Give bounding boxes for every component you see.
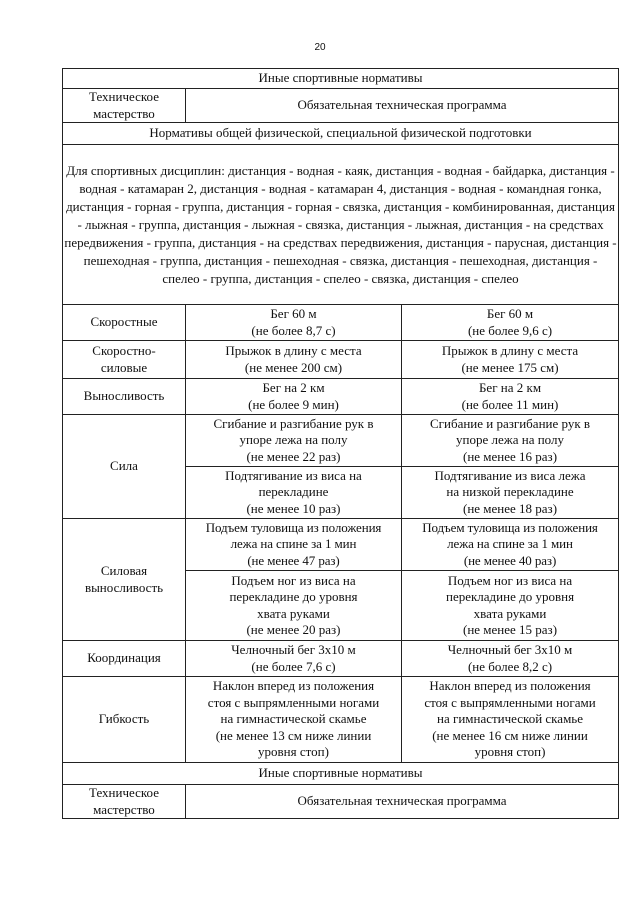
strength-row-pushups xyxy=(63,415,619,467)
coordination-label: Координация xyxy=(63,641,186,677)
speed-strength-norm-right: Прыжок в длину с места (не менее 175 см) xyxy=(402,341,619,379)
situps-norm-left: Подъем туловища из положения лежа на спине за 1 мин (не менее 47 раз) xyxy=(186,519,402,571)
speed-label: Скоростные xyxy=(63,305,186,341)
legraise-norm-right: Подъем ног из виса на перекладине до уровня хвата руками (не менее 15 раз) xyxy=(402,571,619,641)
endurance-norm-left: Бег на 2 км (не более 9 мин) xyxy=(186,379,402,415)
speed-norm-right: Бег 60 м (не более 9,6 с) xyxy=(402,305,619,341)
shuttle-run-norm-right: Челночный бег 3x10 м (не более 8,2 с) xyxy=(402,641,619,677)
legraise-norm-left: Подъем ног из виса на перекладине до уровня хвата руками (не менее 20 раз) xyxy=(186,571,402,641)
strength-label: Сила xyxy=(63,415,186,519)
endurance-norm-right: Бег на 2 км (не более 11 мин) xyxy=(402,379,619,415)
section-header-cell-2: Иные спортивные нормативы xyxy=(63,763,619,785)
pullups-norm-right: Подтягивание из виса лежа на низкой перекладине (не менее 18 раз) xyxy=(402,467,619,519)
strength-endurance-row-situps xyxy=(63,519,619,571)
section-header-row xyxy=(63,69,619,89)
shuttle-run-norm-left: Челночный бег 3x10 м (не более 7,6 с) xyxy=(186,641,402,677)
speed-norm-left: Бег 60 м (не более 8,7 с) xyxy=(186,305,402,341)
technical-mastery-label-2: Техническое мастерство xyxy=(63,785,186,819)
page-number: 20 xyxy=(314,42,326,53)
section-header-row-2 xyxy=(63,763,619,785)
bend-forward-norm-left: Наклон вперед из положения стоя с выпрямленными ногами на гимнастической скамье (не менее 13 см ниже линии уровня стоп) xyxy=(186,677,402,763)
endurance-row xyxy=(63,379,619,415)
speed-row xyxy=(63,305,619,341)
pushups-norm-right: Сгибание и разгибание рук в упоре лежа на полу (не менее 16 раз) xyxy=(402,415,619,467)
speed-strength-row xyxy=(63,341,619,379)
technical-mastery-label: Техническое мастерство xyxy=(63,89,186,123)
norms-header-row xyxy=(63,123,619,145)
endurance-label: Выносливость xyxy=(63,379,186,415)
situps-norm-right: Подъем туловища из положения лежа на спине за 1 мин (не менее 40 раз) xyxy=(402,519,619,571)
coordination-row xyxy=(63,641,619,677)
technical-mastery-row xyxy=(63,89,619,123)
disciplines-cell: Для спортивных дисциплин: дистанция - водная - каяк, дистанция - водная - байдарка, дистанция - водная - катамаран 2, дистанция - водная - катамаран 4, дистанция - водная - командная гонка, дистанция - горная - группа, дистанция - горная - связка, дистанция - комбинированная, дистанция - лыжная - группа, дистанция - лыжная - связка, дистанция - лыжная, дистанция - на средствах передвижения - группа, дистанция - на средствах передвижения, дистанция - парусная, дистанция - пешеходная - группа, дистанция - пешеходная - связка, дистанция - пешеходная, дистанция - спелео - группа, дистанция - спелео - связка, дистанция - спелео xyxy=(63,145,619,305)
bend-forward-norm-right: Наклон вперед из положения стоя с выпрямленными ногами на гимнастической скамье (не менее 16 см ниже линии уровня стоп) xyxy=(402,677,619,763)
strength-endurance-label: Силовая выносливость xyxy=(63,519,186,641)
speed-strength-norm-left: Прыжок в длину с места (не менее 200 см) xyxy=(186,341,402,379)
technical-program-cell: Обязательная техническая программа xyxy=(186,89,619,123)
standards-table xyxy=(62,68,619,819)
disciplines-row xyxy=(63,145,619,305)
pullups-norm-left: Подтягивание из виса на перекладине (не менее 10 раз) xyxy=(186,467,402,519)
speed-strength-label: Скоростно- силовые xyxy=(63,341,186,379)
norms-header-cell: Нормативы общей физической, специальной физической подготовки xyxy=(63,123,619,145)
flexibility-label: Гибкость xyxy=(63,677,186,763)
technical-program-cell-2: Обязательная техническая программа xyxy=(186,785,619,819)
section-header-cell: Иные спортивные нормативы xyxy=(63,69,619,89)
technical-mastery-row-2 xyxy=(63,785,619,819)
pushups-norm-left: Сгибание и разгибание рук в упоре лежа на полу (не менее 22 раз) xyxy=(186,415,402,467)
flexibility-row xyxy=(63,677,619,763)
